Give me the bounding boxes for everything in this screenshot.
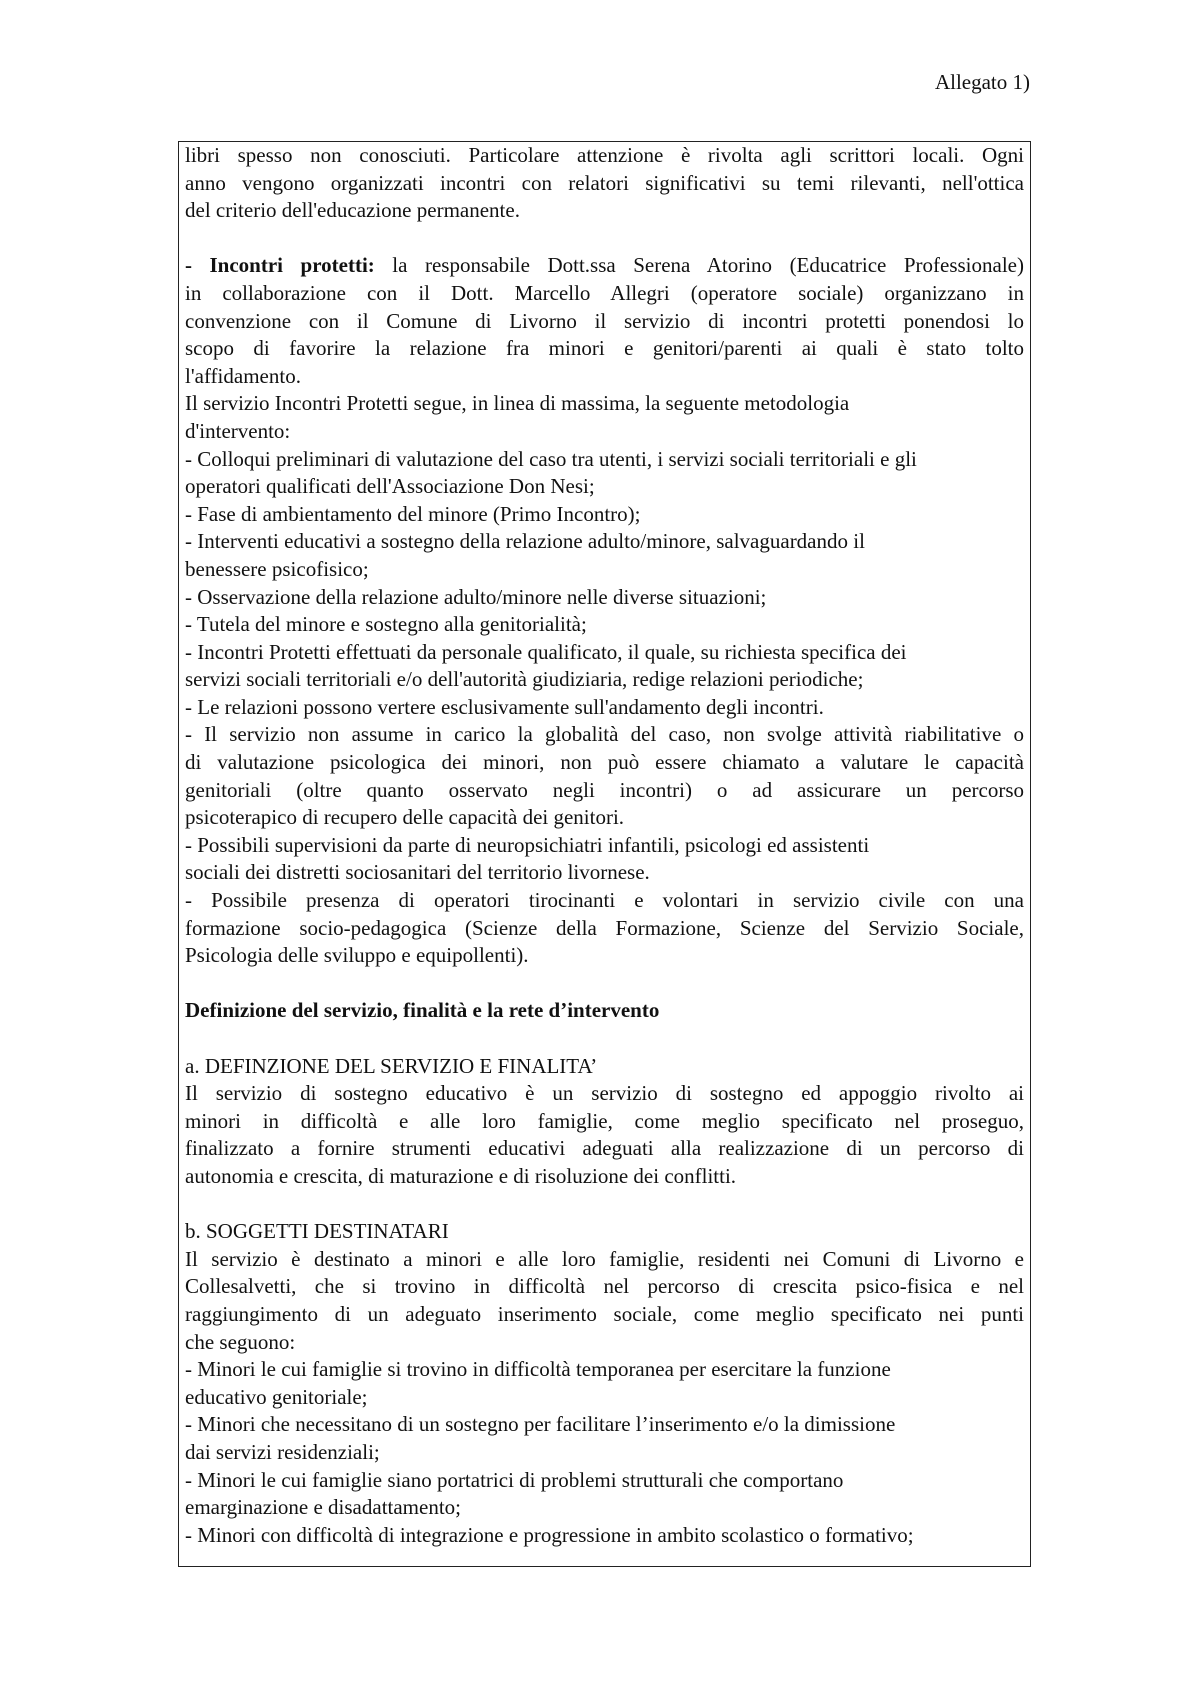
destinatari-line: - Minori che necessitano di un sostegno per facilitare l’inserimento e/o la dimissione (185, 1412, 896, 1437)
destinatari-line: Collesalvetti, che si trovino in difficoltà nel percorso di crescita psico-fisica e nel (185, 1274, 1024, 1299)
destinatari-line: - Minori le cui famiglie siano portatrici di problemi strutturali che comportano (185, 1467, 844, 1492)
destinatari-title: b. SOGGETTI DESTINATARI (185, 1219, 449, 1244)
definizione-line: Il servizio di sostegno educativo è un servizio di sostegno ed appoggio rivolto ai (185, 1081, 1024, 1106)
destinatari-line: emarginazione e disadattamento; (185, 1495, 462, 1520)
incontri-protetti-line: - Tutela del minore e sostegno alla genitorialità; (185, 612, 587, 637)
incontri-protetti-line: di valutazione psicologica dei minori, non può essere chiamato a valutare le capacità (185, 750, 1024, 775)
incontri-protetti-line: genitoriali (oltre quanto osservato negli incontri) o ad assicurare un percorso (185, 777, 1024, 802)
incontri-protetti-line: psicoterapico di recupero delle capacità dei genitori. (185, 805, 625, 830)
incontri-protetti-line: - Colloqui preliminari di valutazione del caso tra utenti, i servizi sociali territoriali e gli (185, 446, 917, 471)
destinatari-line: raggiungimento di un adeguato inserimento sociale, come meglio specificato nei punti (185, 1301, 1024, 1326)
attachment-label: Allegato 1) (934, 70, 1030, 94)
paragraph-spacer (185, 1025, 1024, 1053)
paragraph-spacer (185, 225, 1024, 253)
incontri-protetti-line: benessere psicofisico; (185, 556, 369, 581)
document-frame (178, 141, 1031, 1567)
definizione-line: autonomia e crescita, di maturazione e di risoluzione dei conflitti. (185, 1163, 737, 1188)
destinatari-line: - Minori con difficoltà di integrazione e progressione in ambito scolastico o formativo; (185, 1522, 914, 1547)
incontri-protetti-line: Psicologia delle sviluppo e equipollenti). (185, 943, 529, 968)
incontri-protetti-first-line (185, 252, 1024, 280)
incontri-protetti-line: - Interventi educativi a sostegno della relazione adulto/minore, salvaguardando il (185, 529, 865, 554)
incontri-protetti-line: - Possibili supervisioni da parte di neuropsichiatri infantili, psicologi ed assistenti (185, 832, 870, 857)
incontri-protetti-line: - Fase di ambientamento del minore (Primo Incontro); (185, 501, 641, 526)
incontri-protetti-first-line-text: la responsabile Dott.ssa Serena Atorino (Educatrice Professionale) (374, 253, 1024, 278)
incontri-protetti-line: convenzione con il Comune di Livorno il servizio di incontri protetti ponendosi lo (185, 308, 1024, 333)
section-heading: Definizione del servizio, finalità e la rete d’intervento (185, 998, 660, 1023)
paragraph-spacer (185, 970, 1024, 998)
incontri-protetti-line: operatori qualificati dell'Associazione Don Nesi; (185, 474, 595, 499)
definizione-line: minori in difficoltà e alle loro famiglie, come meglio specificato nel proseguo, (185, 1108, 1024, 1133)
definizione-title: a. DEFINZIONE DEL SERVIZIO E FINALITA’ (185, 1053, 598, 1078)
incontri-protetti-line: - Osservazione della relazione adulto/minore nelle diverse situazioni; (185, 584, 767, 609)
incontri-protetti-line: in collaborazione con il Dott. Marcello Allegri (operatore sociale) organizzano in (185, 280, 1024, 305)
incontri-protetti-line: - Il servizio non assume in carico la globalità del caso, non svolge attività riabilitative o (185, 722, 1024, 747)
incontri-protetti-line: formazione socio-pedagogica (Scienze della Formazione, Scienze del Servizio Sociale, (185, 915, 1024, 940)
paragraph-spacer (185, 1191, 1024, 1219)
incontri-protetti-line: l'affidamento. (185, 363, 301, 388)
definizione-line: finalizzato a fornire strumenti educativi adeguati alla realizzazione di un percorso di (185, 1136, 1024, 1161)
incontri-protetti-line: - Le relazioni possono vertere esclusivamente sull'andamento degli incontri. (185, 694, 824, 719)
intro-line: anno vengono organizzati incontri con relatori significativi su temi rilevanti, nell'ottica (185, 170, 1024, 195)
incontri-protetti-line: - Possibile presenza di operatori tirocinanti e volontari in servizio civile con una (185, 888, 1024, 913)
destinatari-line: dai servizi residenziali; (185, 1439, 380, 1464)
intro-line: del criterio dell'educazione permanente. (185, 198, 520, 223)
incontri-protetti-line: Il servizio Incontri Protetti segue, in linea di massima, la seguente metodologia (185, 391, 850, 416)
incontri-protetti-line: scopo di favorire la relazione fra minori e genitori/parenti ai quali è stato tolto (185, 336, 1024, 361)
destinatari-line: che seguono: (185, 1329, 296, 1354)
destinatari-line: - Minori le cui famiglie si trovino in difficoltà temporanea per esercitare la funzione (185, 1357, 891, 1382)
intro-line: libri spesso non conosciuti. Particolare attenzione è rivolta agli scrittori locali. Ogni (185, 143, 1024, 167)
destinatari-line: Il servizio è destinato a minori e alle loro famiglie, residenti nei Comuni di Livorno e (185, 1246, 1024, 1271)
incontri-protetti-line: servizi sociali territoriali e/o dell'autorità giudiziaria, redige relazioni periodiche; (185, 667, 864, 692)
incontri-protetti-line: sociali dei distretti sociosanitari del territorio livornese. (185, 860, 650, 885)
incontri-protetti-term: - Incontri protetti: (185, 253, 375, 278)
destinatari-line: educativo genitoriale; (185, 1384, 368, 1409)
incontri-protetti-line: d'intervento: (185, 418, 291, 443)
incontri-protetti-line: - Incontri Protetti effettuati da personale qualificato, il quale, su richiesta specifica dei (185, 639, 907, 664)
